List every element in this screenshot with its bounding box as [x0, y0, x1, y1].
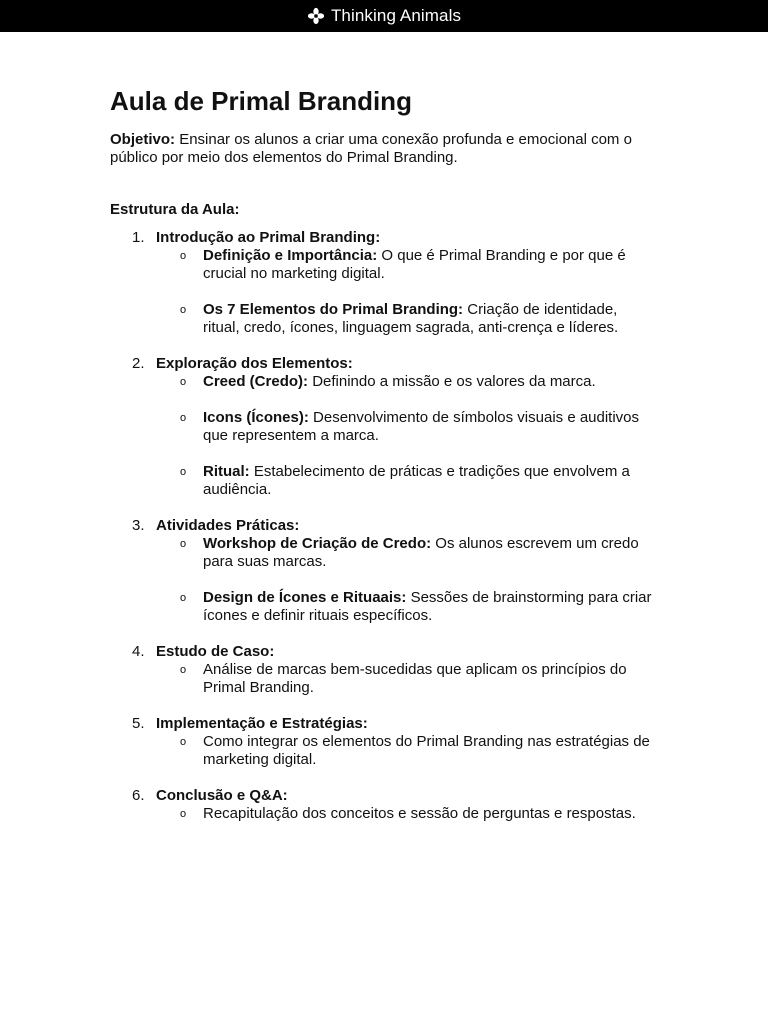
subitem	[156, 463, 655, 499]
bullet-circle-icon: o	[180, 376, 187, 388]
subitem-text: Recapitulação dos conceitos e sessão de perguntas e respostas.	[203, 805, 636, 822]
subitem-list	[156, 733, 655, 769]
subitem-list	[156, 661, 655, 697]
page-title: Aula de Primal Branding	[110, 86, 412, 116]
subitem-text: Análise de marcas bem-sucedidas que aplicam os princípios do Primal Branding.	[203, 661, 627, 696]
subitem-list	[156, 805, 655, 823]
subitem-list	[156, 247, 655, 337]
subitem-text: Estabelecimento de práticas e tradições que envolvem a audiência.	[203, 463, 630, 498]
section-number: 6.	[132, 787, 145, 804]
section-number: 4.	[132, 643, 145, 660]
section-list	[110, 229, 655, 823]
subitem-label: Icons (Ícones):	[203, 409, 309, 426]
subitem-label: Ritual:	[203, 463, 250, 480]
subitem-label: Definição e Importância:	[203, 247, 378, 264]
objective-label: Objetivo:	[110, 131, 176, 148]
section-number: 5.	[132, 715, 145, 732]
bullet-circle-icon: o	[180, 304, 187, 316]
bullet-circle-icon: o	[180, 736, 187, 748]
section-title: Implementação e Estratégias:	[156, 715, 368, 732]
section-title: Atividades Práticas:	[156, 517, 300, 534]
subitem-text: Criação de identidade, ritual, credo, ícones, linguagem sagrada, anti-crença e líderes.	[203, 301, 619, 336]
brand-name: Thinking Animals	[330, 6, 462, 25]
bullet-circle-icon: o	[180, 808, 187, 820]
subitem	[156, 373, 655, 391]
subitem-label: Design de Ícones e Rituaais:	[203, 589, 407, 606]
subitem-list	[156, 373, 655, 499]
subitem-text: Desenvolvimento de símbolos visuais e auditivos que representem a marca.	[203, 409, 640, 444]
bullet-circle-icon: o	[180, 412, 187, 424]
brand[interactable]	[307, 6, 461, 26]
subitem-text: Sessões de brainstorming para criar ícones e definir rituais específicos.	[203, 589, 652, 624]
section-item	[110, 355, 655, 499]
bullet-circle-icon: o	[180, 592, 187, 604]
subitem	[156, 733, 655, 769]
section-title: Exploração dos Elementos:	[156, 355, 353, 372]
section-number: 1.	[132, 229, 145, 246]
subitem-label: Creed (Credo):	[203, 373, 309, 390]
section-title: Introdução ao Primal Branding:	[156, 229, 381, 246]
subitem	[156, 805, 655, 823]
section-item	[110, 715, 655, 769]
bullet-circle-icon: o	[180, 466, 187, 478]
subitem	[156, 535, 655, 571]
subitem	[156, 661, 655, 697]
objective-text: Ensinar os alunos a criar uma conexão profunda e emocional com o público por meio dos elementos do Primal Branding.	[110, 131, 632, 166]
subitem-label: Os 7 Elementos do Primal Branding:	[203, 301, 464, 318]
subitem-text: Os alunos escrevem um credo para suas marcas.	[203, 535, 639, 570]
subitem-text: O que é Primal Branding e por que é crucial no marketing digital.	[203, 247, 626, 282]
subitem-label: Workshop de Criação de Credo:	[203, 535, 432, 552]
document	[110, 84, 655, 823]
subitem	[156, 301, 655, 337]
section-item	[110, 517, 655, 625]
subitem-text: Definindo a missão e os valores da marca.	[312, 373, 596, 390]
section-item	[110, 787, 655, 823]
subitem	[156, 247, 655, 283]
bullet-circle-icon: o	[180, 664, 187, 676]
objective-paragraph	[110, 131, 655, 167]
subitem	[156, 409, 655, 445]
section-number: 3.	[132, 517, 145, 534]
bullet-circle-icon: o	[180, 538, 187, 550]
section-title: Estudo de Caso:	[156, 643, 275, 660]
bullet-circle-icon: o	[180, 250, 187, 262]
section-number: 2.	[132, 355, 145, 372]
section-item	[110, 643, 655, 697]
paw-flower-icon	[307, 7, 325, 25]
section-item	[110, 229, 655, 337]
top-bar	[0, 0, 768, 32]
subitem-text: Como integrar os elementos do Primal Branding nas estratégias de marketing digital.	[203, 733, 650, 768]
subitem-list	[156, 535, 655, 625]
subitem	[156, 589, 655, 625]
section-title: Conclusão e Q&A:	[156, 787, 288, 804]
structure-label: Estrutura da Aula:	[110, 201, 240, 218]
